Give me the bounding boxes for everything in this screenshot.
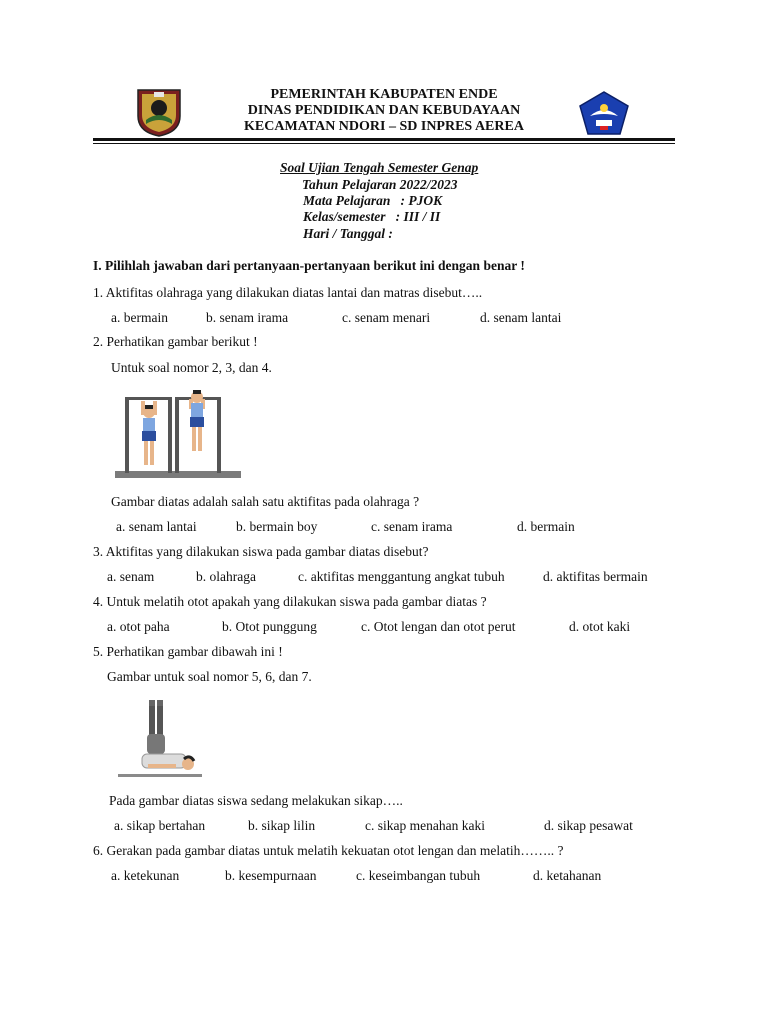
question-2-caption: Gambar diatas adalah salah satu aktifitas pada olahraga ? bbox=[111, 494, 420, 509]
q6-option-b: b. kesempurnaan bbox=[225, 868, 317, 883]
q3-option-a: a. senam bbox=[107, 569, 155, 584]
q1-option-c: c. senam menari bbox=[342, 310, 431, 325]
header-line-2: DINAS PENDIDIKAN DAN KEBUDAYAAN bbox=[247, 103, 521, 118]
q1-option-b: b. senam irama bbox=[206, 310, 289, 325]
q3-option-d: d. aktifitas bermain bbox=[543, 569, 648, 584]
candle-pose-illustration bbox=[118, 698, 202, 780]
section-title: I. Pilihlah jawaban dari pertanyaan-pertanyaan berikut ini dengan benar ! bbox=[93, 258, 525, 273]
exam-title: Soal Ujian Tengah Semester Genap bbox=[280, 160, 479, 175]
q1-option-a: a. bermain bbox=[111, 310, 168, 325]
exam-date: Hari / Tanggal : bbox=[303, 226, 393, 241]
q4-option-b: b. Otot punggung bbox=[222, 619, 317, 634]
question-5-caption: Pada gambar diatas siswa sedang melakukan sikap….. bbox=[109, 793, 403, 808]
q4-option-d: d. otot kaki bbox=[569, 619, 631, 634]
q4-option-c: c. Otot lengan dan otot perut bbox=[361, 619, 516, 634]
question-5-subtext: Gambar untuk soal nomor 5, 6, dan 7. bbox=[107, 669, 312, 684]
q2-option-a: a. senam lantai bbox=[116, 519, 197, 534]
q5-option-b: b. sikap lilin bbox=[248, 818, 316, 833]
question-3: 3. Aktifitas yang dilakukan siswa pada gambar diatas disebut? bbox=[93, 544, 429, 559]
question-2-subtext: Untuk soal nomor 2, 3, dan 4. bbox=[111, 360, 272, 375]
exam-year: Tahun Pelajaran 2022/2023 bbox=[302, 177, 458, 192]
exam-subject: Mata Pelajaran : PJOK bbox=[303, 193, 443, 208]
header-rule-thick bbox=[93, 138, 675, 141]
q4-option-a: a. otot paha bbox=[107, 619, 170, 634]
exam-class: Kelas/semester : III / II bbox=[303, 209, 441, 224]
q2-option-c: c. senam irama bbox=[371, 519, 453, 534]
q6-option-c: c. keseimbangan tubuh bbox=[356, 868, 481, 883]
q2-option-b: b. bermain boy bbox=[236, 519, 318, 534]
q3-option-c: c. aktifitas menggantung angkat tubuh bbox=[298, 569, 505, 584]
question-1: 1. Aktifitas olahraga yang dilakukan diatas lantai dan matras disebut….. bbox=[93, 285, 483, 300]
question-2: 2. Perhatikan gambar berikut ! bbox=[93, 334, 258, 349]
question-5: 5. Perhatikan gambar dibawah ini ! bbox=[93, 644, 283, 659]
question-4: 4. Untuk melatih otot apakah yang dilakukan siswa pada gambar diatas ? bbox=[93, 594, 487, 609]
header-rule-thin bbox=[93, 143, 675, 144]
q6-option-a: a. ketekunan bbox=[111, 868, 180, 883]
q3-option-b: b. olahraga bbox=[196, 569, 256, 584]
q5-option-d: d. sikap pesawat bbox=[544, 818, 633, 833]
q5-option-a: a. sikap bertahan bbox=[114, 818, 206, 833]
question-6: 6. Gerakan pada gambar diatas untuk melatih kekuatan otot lengan dan melatih…….. ? bbox=[93, 843, 564, 858]
header-line-1: PEMERINTAH KABUPATEN ENDE bbox=[270, 87, 498, 102]
q5-option-c: c. sikap menahan kaki bbox=[365, 818, 485, 833]
q2-option-d: d. bermain bbox=[517, 519, 575, 534]
header-line-3: KECAMATAN NDORI – SD INPRES AEREA bbox=[244, 119, 524, 134]
q1-option-d: d. senam lantai bbox=[480, 310, 562, 325]
pull-up-bars-illustration bbox=[113, 385, 243, 481]
tut-wuri-handayani-icon bbox=[578, 90, 630, 140]
q6-option-d: d. ketahanan bbox=[533, 868, 602, 883]
